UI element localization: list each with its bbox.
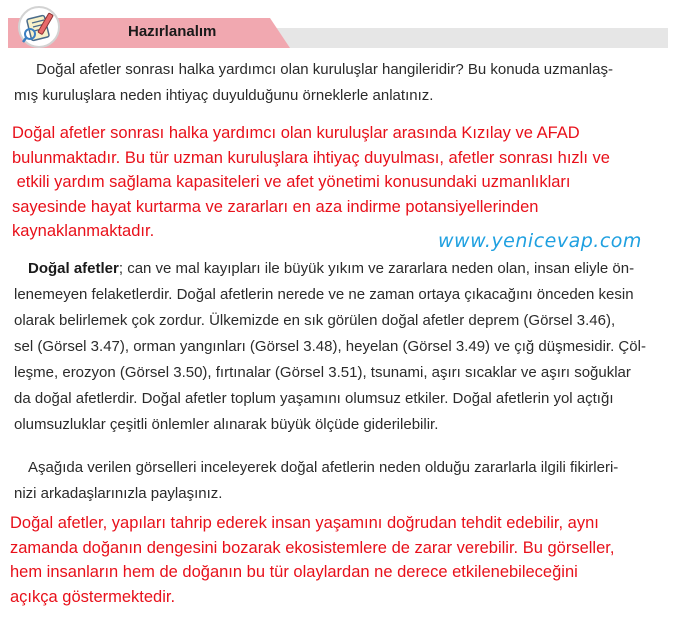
header-gray-stripe — [268, 28, 668, 48]
section-title: Hazırlanalım — [128, 23, 217, 40]
answer-line: açıkça göstermektedir. — [10, 587, 176, 606]
body-line: lenemeyen felaketlerdir. Doğal afetlerin nerede ve ne zaman ortaya çıkacağını önceden kesin — [14, 286, 634, 303]
answer-line: zamanda doğanın dengesini bozarak ekosistemlere de zarar verebilir. Bu görseller, — [10, 538, 615, 557]
section-header-bar — [8, 18, 668, 48]
instruction-paragraph — [14, 455, 668, 507]
question-line: Doğal afetler sonrası halka yardımcı olan kuruluşlar hangileridir? Bu konuda uzmanlaş- — [36, 61, 613, 78]
body-line: olumsuzluklar çeşitli önlemler alınarak büyük ölçüde giderilebilir. — [14, 416, 439, 433]
answer-line: hem insanların hem de doğanın bu tür olaylardan ne derece etkilenebileceğini — [10, 563, 578, 581]
answer-paragraph-1 — [12, 121, 610, 244]
body-term: Doğal afetler — [28, 260, 119, 277]
body-first-line-text: ; can ve mal kayıpları ile büyük yıkım ve zararlara neden olan, insan eliyle ön- — [118, 260, 635, 277]
question-paragraph — [14, 57, 668, 109]
answer-line: etkili yardım sağlama kapasiteleri ve afet yönetimi konusundaki uzmanlıkları — [12, 173, 571, 191]
answer-line: Doğal afetler sonrası halka yardımcı olan kuruluşlar arasında Kızılay ve AFAD — [12, 124, 580, 142]
notebook-pencil-icon — [16, 4, 62, 50]
answer-line: sayesinde hayat kurtarma ve zararları en aza indirme potansiyellerinden — [12, 197, 539, 216]
body-line: leşme, erozyon (Görsel 3.50), fırtınalar (Görsel 3.51), tsunami, aşırı sıcaklar ve aşırı soğuklar — [14, 364, 631, 381]
answer-line: bulunmaktadır. Bu tür uzman kuruluşlara ihtiyaç duyulması, afetler sonrası hızlı ve — [12, 148, 610, 167]
header-banner-shape — [8, 18, 668, 48]
watermark-text: www.yenicevap.com — [438, 230, 642, 252]
body-first-line — [14, 256, 668, 282]
body-line: da doğal afetlerdir. Doğal afetler toplum yaşamını olumsuz etkiler. Doğal afetlerin yol açtığı — [14, 390, 614, 407]
answer-line: kaynaklanmaktadır. — [12, 222, 155, 240]
question-line: mış kuruluşlara neden ihtiyaç duyulduğunu örneklerle anlatınız. — [14, 87, 434, 104]
body-paragraph — [14, 256, 668, 438]
body-line: olarak belirlemek çok zordur. Ülkemizde en sık görülen doğal afetler deprem (Görsel 3.46), — [14, 312, 616, 329]
instruction-line: Aşağıda verilen görselleri inceleyerek doğal afetlerin neden olduğu zararlarla ilgili fikirleri- — [28, 459, 619, 476]
instruction-line: nizi arkadaşlarınızla paylaşınız. — [14, 485, 223, 502]
body-line: sel (Görsel 3.47), orman yangınları (Görsel 3.48), heyelan (Görsel 3.49) ve çığ düşmesidir. Çöl- — [14, 338, 646, 355]
answer-line: Doğal afetler, yapıları tahrip ederek insan yaşamını doğrudan tehdit edebilir, aynı — [10, 514, 599, 532]
answer-paragraph-2 — [10, 511, 614, 609]
